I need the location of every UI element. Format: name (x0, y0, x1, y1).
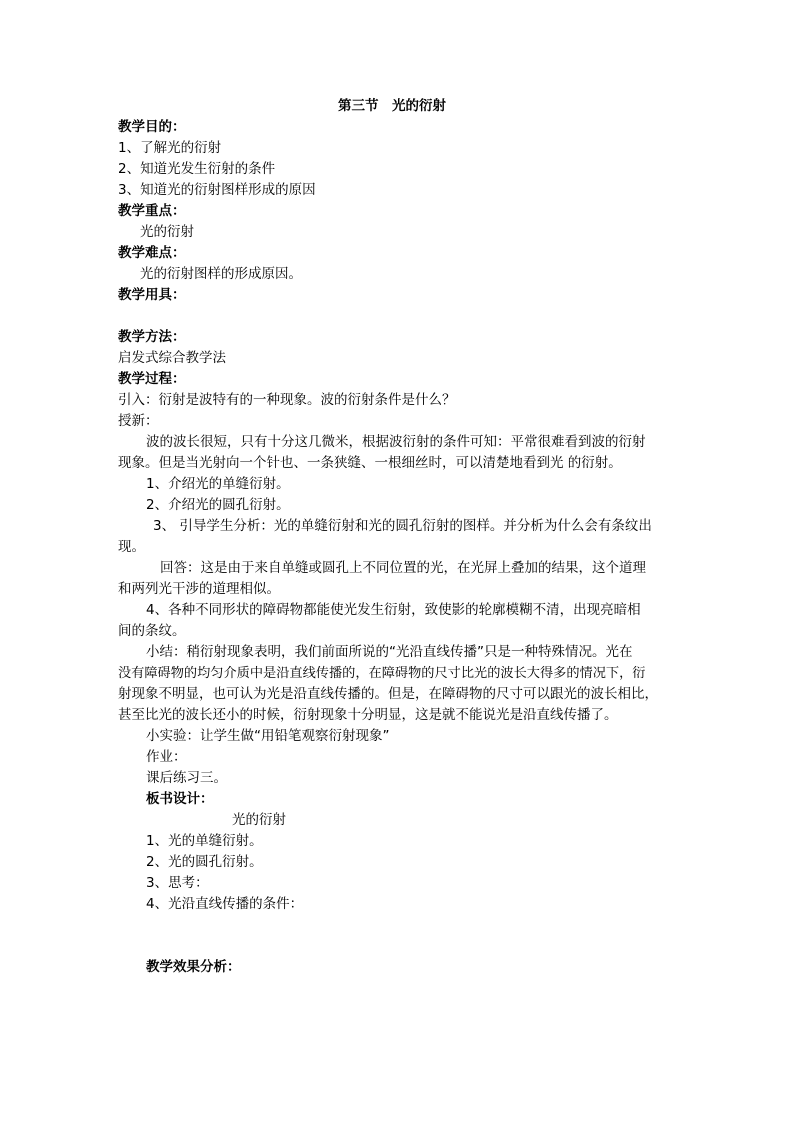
step-item: 3、 引导学生分析：光的单缝衍射和光的圆孔衍射的图样。并分析为什么会有条纹出 (153, 518, 652, 534)
board-item: 3、思考： (146, 875, 209, 891)
homework-label: 作业： (146, 749, 187, 765)
objective-item: 3、知道光的衍射图样形成的原因 (118, 182, 316, 198)
summary-line: 甚至比光的波长还小的时候，衍射现象十分明显，这是就不能说光是沿直线传播了。 (118, 707, 618, 723)
objectives-heading: 教学目的： (118, 119, 186, 135)
method-text: 启发式综合教学法 (118, 350, 226, 366)
answer-line: 和两列光干涉的道理相似。 (118, 581, 280, 597)
paragraph-line: 现象。但是当光射向一个针也、一条狭缝、一根细丝时，可以清楚地看到光 的衍射。 (118, 455, 622, 471)
board-item: 2、光的圆孔衍射。 (146, 854, 263, 870)
step-item: 2、介绍光的圆孔衍射。 (146, 497, 290, 513)
step-item: 4、各种不同形状的障碍物都能使光发生衍射，致使影的轮廓模糊不清，出现亮暗相 (146, 602, 641, 618)
key-points-text: 光的衍射 (140, 224, 194, 240)
board-title: 光的衍射 (232, 812, 286, 828)
objective-item: 2、知道光发生衍射的条件 (118, 161, 276, 177)
experiment-line: 小实验：让学生做“用铅笔观察衍射现象” (146, 728, 390, 744)
summary-line: 射现象不明显，也可认为光是沿直线传播的。但是，在障碍物的尺寸可以跟光的波长相比， (118, 686, 658, 702)
method-heading: 教学方法： (118, 329, 186, 345)
process-new-label: 授新： (118, 413, 159, 429)
process-intro: 引入：衍射是波特有的一种现象。波的衍射条件是什么？ (118, 392, 456, 408)
board-heading: 板书设计： (146, 791, 214, 807)
difficulty-text: 光的衍射图样的形成原因。 (140, 266, 302, 282)
paragraph-line: 现。 (118, 539, 145, 555)
paragraph-line: 波的波长很短，只有十分这几微米，根据波衍射的条件可知：平常很难看到波的衍射 (146, 434, 646, 450)
analysis-heading: 教学效果分析： (146, 959, 241, 975)
board-item: 4、光沿直线传播的条件： (146, 896, 304, 912)
objective-item: 1、了解光的衍射 (118, 140, 222, 156)
difficulty-heading: 教学难点： (118, 245, 186, 261)
process-heading: 教学过程： (118, 371, 186, 387)
summary-line: 小结：稍衍射现象表明，我们前面所说的“光沿直线传播”只是一种特殊情况。光在 (146, 644, 633, 660)
lesson-title: 第三节 光的衍射 (338, 98, 446, 114)
answer-line: 回答：这是由于来自单缝或圆孔上不同位置的光，在光屏上叠加的结果，这个道理 (160, 560, 646, 576)
summary-line: 没有障碍物的均匀介质中是沿直线传播的，在障碍物的尺寸比光的波长大得多的情况下，衍 (118, 666, 646, 681)
step-item: 1、介绍光的单缝衍射。 (146, 476, 290, 492)
key-points-heading: 教学重点： (118, 203, 186, 219)
homework-text: 课后练习三。 (146, 770, 227, 786)
tools-heading: 教学用具： (118, 287, 186, 303)
paragraph-line: 间的条纹。 (118, 623, 186, 639)
board-item: 1、光的单缝衍射。 (146, 833, 263, 849)
